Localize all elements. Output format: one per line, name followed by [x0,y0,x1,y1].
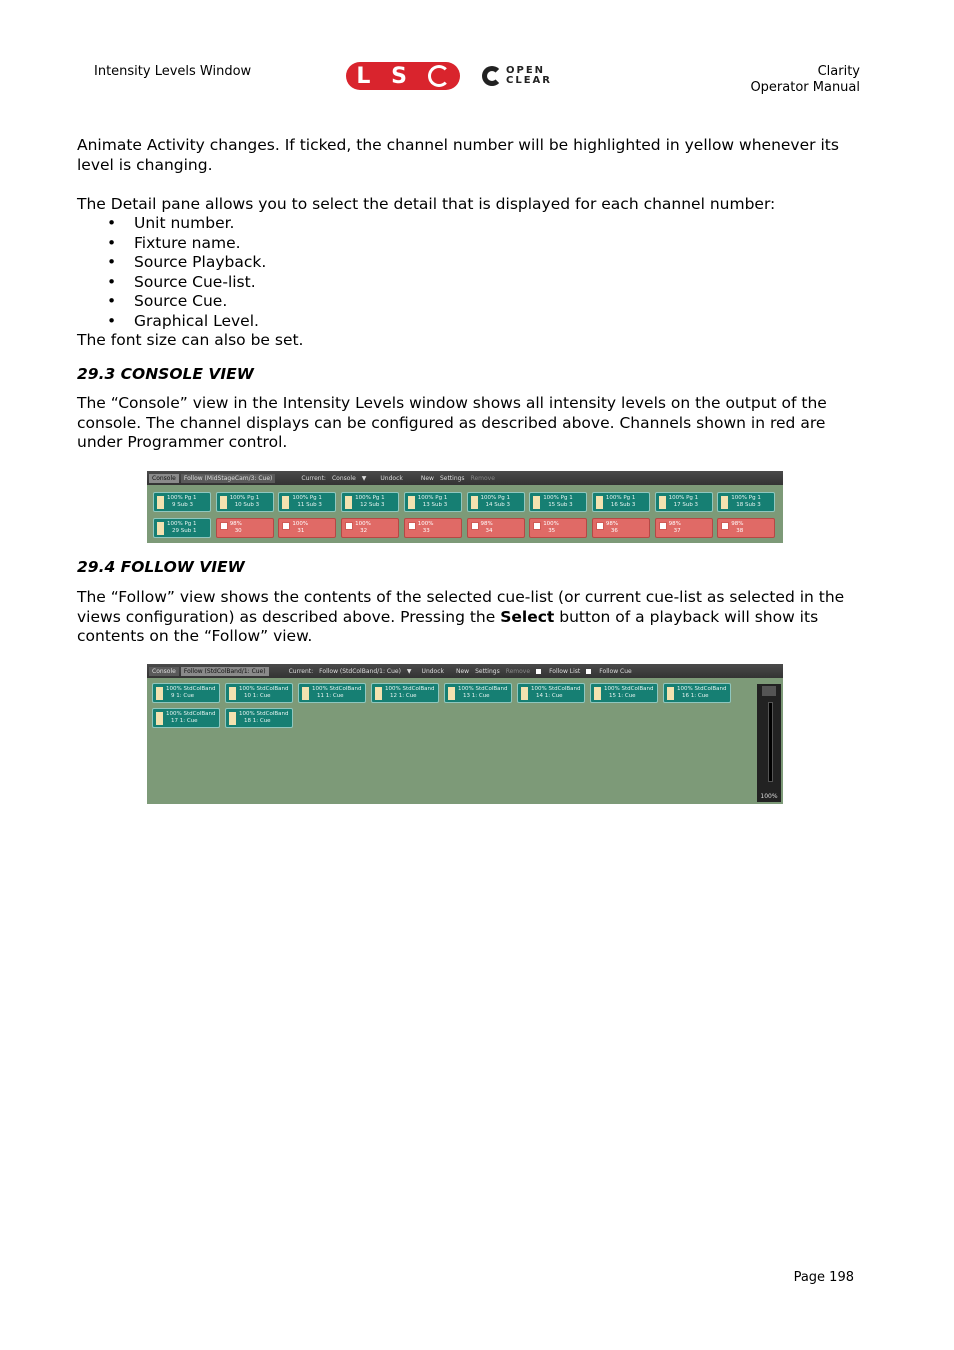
level-bar [157,496,164,509]
level-bar [659,496,666,509]
tile-level-text: 100% Pg 1 [480,495,511,501]
level-bar [345,522,353,530]
checkbox-icon [536,669,541,674]
channel-tile[interactable] [592,492,650,512]
list-item: • Fixture name. [77,234,867,254]
tile-channel-text: 14 Sub 3 [485,502,510,508]
follow-view-paragraph: The “Follow” view shows the contents of the selected cue-list (or current cue-list as selected in the views configuration) as described above. Pressing the Select button of a playback will show its contents on the “Follow” view. [77,588,845,645]
channel-tile[interactable] [152,708,220,728]
tile-level-text: 100% StdColBand [312,686,362,692]
level-bar [521,687,528,700]
level-bar [448,687,455,700]
fader-track[interactable] [768,702,773,782]
tile-level-text: 100% [355,521,371,527]
level-bar [345,496,352,509]
tile-channel-text: 36 [610,528,618,534]
tile-channel-text: 32 [360,528,368,534]
console-toolbar [147,471,783,485]
tile-level-text: 100% StdColBand [677,686,727,692]
intro-paragraph-2: The Detail pane allows you to select the detail that is displayed for each channel number: [77,195,776,213]
channel-tile[interactable] [404,518,462,538]
channel-tile[interactable] [225,708,293,728]
chevron-down-icon[interactable]: ▼ [361,474,367,482]
level-bar [157,522,164,535]
current-label: Current: [288,667,314,675]
tile-level-text: 100% [417,521,434,527]
tile-channel-text: 33 [422,528,430,534]
tile-channel-text: 13 Sub 3 [422,502,448,508]
tile-channel-text: 15 1: Cue [609,693,636,699]
level-bar [156,712,163,725]
level-bar [282,522,290,530]
level-bar [533,522,541,530]
checkbox-icon [586,669,591,674]
tab-console[interactable]: Console [149,667,179,676]
tile-channel-text: 10 Sub 3 [234,502,260,508]
channel-tile[interactable] [152,683,220,703]
tile-level-text: 100% Pg 1 [355,495,385,501]
follow-toolbar [147,664,783,678]
channel-tile[interactable] [655,518,713,538]
level-bar [659,522,667,530]
level-bar [302,687,309,700]
tile-level-text: 100% StdColBand [604,686,654,692]
level-bar [375,687,382,700]
channel-tile[interactable] [529,518,587,538]
level-bar [721,496,728,509]
tile-channel-text: 11 1: Cue [317,693,344,699]
channel-tile[interactable] [153,492,211,512]
channel-tile[interactable] [225,683,293,703]
select-keyword: Select [500,607,555,626]
tile-level-text: 100% StdColBand [531,686,581,692]
channel-tile[interactable] [278,518,336,538]
tile-level-text: 100% StdColBand [239,686,289,692]
channel-tile[interactable] [341,518,399,538]
level-bar [156,687,163,700]
header-section-title: Intensity Levels Window [94,64,252,79]
channel-tile[interactable] [153,518,211,538]
list-item: • Source Playback. [77,253,867,273]
list-item: • Unit number. [77,214,867,234]
tile-channel-text: 14 1: Cue [536,693,563,699]
follow-list-checkbox[interactable]: Follow List [536,668,580,675]
channel-tile[interactable] [444,683,512,703]
tile-level-text: 100% StdColBand [166,686,216,692]
tile-level-text: 100% StdColBand [166,711,216,717]
current-select[interactable]: Follow (StdColBand/1: Cue) [319,667,401,675]
lsc-logo-c-icon [428,65,450,87]
tile-level-text: 100% StdColBand [385,686,435,692]
new-button[interactable]: New [420,474,434,482]
tile-level-text: 100% [292,521,309,527]
level-bar [220,496,227,509]
tab-follow[interactable]: Follow (MidStageCam/3: Cue) [181,474,276,483]
tile-level-text: 100% Pg 1 [417,495,448,501]
console-view-heading: 29.3 CONSOLE VIEW [77,365,254,383]
tile-channel-text: 35 [548,528,556,534]
channel-tile[interactable] [298,683,366,703]
tile-level-text: 100% Pg 1 [543,495,573,501]
fader-level-label: 100% [760,793,778,800]
intro-paragraph-3: The font size can also be set. [77,331,304,349]
tile-level-text: 100% Pg 1 [668,495,699,501]
follow-cue-checkbox[interactable]: Follow Cue [586,668,631,675]
channel-tile[interactable] [529,492,587,512]
tile-level-text: 100% Pg 1 [229,495,260,501]
tile-level-text: 100% Pg 1 [167,495,197,501]
tile-channel-text: 15 Sub 3 [548,502,573,508]
tile-channel-text: 29 Sub 1 [172,528,197,534]
chevron-down-icon[interactable]: ▼ [406,667,412,675]
undock-button[interactable]: Undock [380,474,403,482]
new-button[interactable]: New [456,667,470,675]
tile-channel-text: 12 Sub 3 [360,502,385,508]
tile-channel-text: 17 Sub 3 [673,502,699,508]
tile-channel-text: 9 1: Cue [171,693,195,699]
channel-tile[interactable] [371,683,439,703]
channel-tile[interactable] [216,518,274,538]
channel-tile[interactable] [517,683,585,703]
tile-channel-text: 34 [485,528,493,534]
tile-level-text: 100% Pg 1 [167,521,197,527]
lsc-logo [346,62,460,90]
settings-button[interactable]: Settings [475,667,500,675]
tile-level-text: 100% [543,521,559,527]
lsc-logo-letter-s: S [391,63,407,89]
level-bar [471,522,479,530]
level-bar [408,522,416,530]
channel-tile[interactable] [404,492,462,512]
remove-button[interactable]: Remove [470,474,495,482]
tile-level-text: 98% [229,521,242,527]
channel-tile[interactable] [216,492,274,512]
intro-paragraph-1: Animate Activity changes. If ticked, the channel number will be highlighted in yellow whenever its level is changing. [77,136,839,174]
level-bar [721,522,729,530]
tile-level-text: 98% [605,521,619,527]
tile-channel-text: 37 [673,528,681,534]
follow-view-heading: 29.4 FOLLOW VIEW [77,558,245,576]
open-clear-c-icon [482,66,502,86]
tile-channel-text: 38 [736,528,744,534]
tile-level-text: 98% [480,521,493,527]
tile-channel-text: 17 1: Cue [171,718,198,724]
channel-tile[interactable] [341,492,399,512]
tile-channel-text: 30 [234,528,242,534]
detail-options-list [77,214,867,331]
tile-level-text: 98% [668,521,681,527]
channel-tile[interactable] [467,492,525,512]
lsc-logo-letter-l: L [356,63,371,89]
level-bar [596,522,604,530]
settings-button[interactable]: Settings [439,474,465,482]
undock-button[interactable]: Undock [421,667,444,675]
level-bar [282,496,289,509]
current-select[interactable]: Console [331,474,356,482]
current-label: Current: [301,474,326,482]
tile-channel-text: 11 Sub 3 [297,502,322,508]
list-item: • Source Cue. [77,292,867,312]
header-manual-title: Clarity Operator Manual [750,64,860,95]
console-view-screenshot [147,471,783,543]
tile-level-text: 100% StdColBand [458,686,508,692]
channel-tile[interactable] [717,492,775,512]
channel-tile[interactable] [278,492,336,512]
channel-tile[interactable] [663,683,731,703]
level-bar [220,522,228,530]
level-bar [471,496,478,509]
channel-tile[interactable] [590,683,658,703]
tab-follow[interactable]: Follow (StdColBand/1: Cue) [181,667,269,676]
remove-button[interactable]: Remove [505,667,531,675]
level-bar [596,496,603,509]
channel-tile[interactable] [655,492,713,512]
level-bar [408,496,415,509]
tile-channel-text: 13 1: Cue [463,693,490,699]
tile-level-text: 100% StdColBand [239,711,289,717]
open-clear-logo [482,66,552,86]
channel-tile[interactable] [717,518,775,538]
level-bar [594,687,601,700]
tile-channel-text: 12 1: Cue [390,693,417,699]
console-view-paragraph: The “Console” view in the Intensity Levels window shows all intensity levels on the output of the console. The channel displays can be configured as described above. Channels shown in red are under Programmer control. [77,394,827,451]
level-bar [533,496,540,509]
level-bar [667,687,674,700]
page-number: Page 198 [793,1270,854,1285]
channel-tile[interactable] [592,518,650,538]
tile-channel-text: 18 1: Cue [244,718,271,724]
tile-level-text: 100% Pg 1 [605,495,636,501]
channel-tile[interactable] [467,518,525,538]
tile-channel-text: 18 Sub 3 [736,502,761,508]
level-bar [229,687,236,700]
tab-console[interactable]: Console [149,474,179,483]
list-item: • Graphical Level. [77,312,867,332]
tile-channel-text: 16 Sub 3 [610,502,636,508]
follow-view-screenshot [147,664,783,804]
tile-channel-text: 9 Sub 3 [172,502,193,508]
fader-cap [762,686,776,696]
level-bar [229,712,236,725]
list-item: • Source Cue-list. [77,273,867,293]
tile-level-text: 100% Pg 1 [292,495,322,501]
tile-level-text: 100% Pg 1 [731,495,761,501]
tile-level-text: 98% [731,521,744,527]
open-clear-logo-text: OPEN CLEAR [506,65,552,86]
tile-channel-text: 16 1: Cue [682,693,709,699]
level-fader[interactable] [757,684,781,802]
tile-channel-text: 10 1: Cue [244,693,271,699]
tile-channel-text: 31 [297,528,305,534]
